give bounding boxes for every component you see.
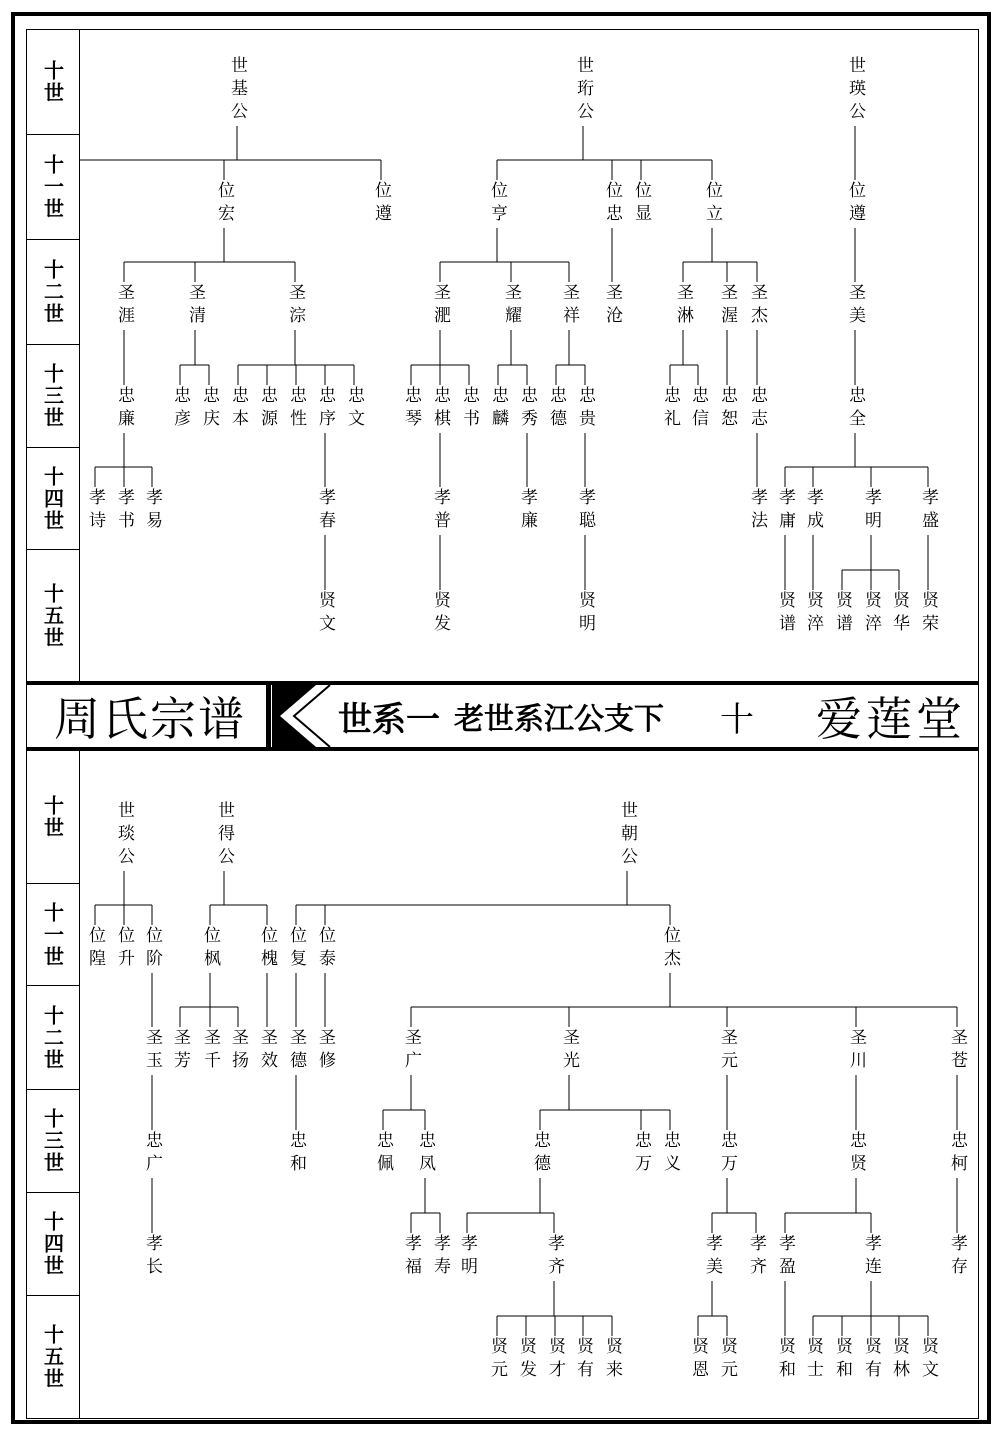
- top-tree-gen15-member: 贤谱: [832, 591, 852, 637]
- bottom-tree-gen12-member: 圣效: [257, 1028, 277, 1074]
- top-tree-gen14-member: 孝盛: [918, 488, 938, 534]
- bottom-tree-gen15-member: 贤恩: [688, 1337, 708, 1383]
- bottom-tree-gen14-member: 孝存: [947, 1234, 967, 1280]
- bottom-tree-gen13-member: 忠佩: [373, 1131, 393, 1177]
- top-tree-gen12-member: 圣涯: [114, 283, 134, 329]
- generation-label: 十世: [40, 60, 65, 104]
- top-tree-gen15-member: 贤华: [889, 591, 909, 637]
- top-tree-gen15-member: 贤文: [315, 591, 335, 637]
- bottom-tree-gen15-member: 贤和: [832, 1337, 852, 1383]
- top-tree-gen12-member: 圣淝: [430, 283, 450, 329]
- bottom-tree-gen10-member: 世琰公: [114, 801, 134, 870]
- bottom-tree-gen15-member: 贤文: [918, 1337, 938, 1383]
- top-tree-gen15-member: 贤淬: [861, 591, 881, 637]
- generation-label: 十四世: [40, 1211, 65, 1277]
- bottom-tree-gen14-member: 孝盈: [775, 1234, 795, 1280]
- top-tree-gen14-member: 孝易: [142, 488, 162, 534]
- top-tree-gen13-member: 忠序: [315, 386, 335, 432]
- top-tree-gen13-member: 忠源: [257, 386, 277, 432]
- bottom-tree-gen15-member: 贤元: [717, 1337, 737, 1383]
- top-tree-gen10-member: 世珩公: [573, 56, 593, 125]
- bottom-tree-gen11-member: 位升: [114, 926, 134, 972]
- top-tree-gen11-member: 位宏: [214, 181, 234, 227]
- top-tree-gen12-member: 圣杰: [747, 283, 767, 329]
- top-tree-gen12-member: 圣淋: [673, 283, 693, 329]
- bottom-tree-gen13-member: 忠柯: [947, 1131, 967, 1177]
- top-tree-gen14-member: 孝明: [861, 488, 881, 534]
- top-tree-gen13-member: 忠礼: [660, 386, 680, 432]
- top-tree-gen10-member: 世基公: [227, 56, 247, 125]
- top-tree-gen10-member: 世瑛公: [845, 56, 865, 125]
- chevron-icon: [272, 685, 332, 747]
- top-tree-gen13-member: 忠德: [546, 386, 566, 432]
- title-band: [26, 681, 979, 751]
- bottom-tree-gen12-member: 圣修: [315, 1028, 335, 1074]
- generation-label: 十三世: [40, 1108, 65, 1174]
- top-tree-gen14-member: 孝春: [315, 488, 335, 534]
- bottom-tree-gen13-member: 忠和: [286, 1131, 306, 1177]
- bottom-tree-gen15-member: 贤和: [775, 1337, 795, 1383]
- bottom-tree-gen15-member: 贤林: [889, 1337, 909, 1383]
- top-tree-gen13-member: 忠棋: [430, 386, 450, 432]
- bottom-tree-gen12-member: 圣广: [401, 1028, 421, 1074]
- top-tree-gen12-member: 圣耀: [501, 283, 521, 329]
- bottom-tree-gen12-member: 圣元: [717, 1028, 737, 1074]
- top-tree-gen15-member: 贤发: [430, 591, 450, 637]
- top-tree-gen14-member: 孝普: [430, 488, 450, 534]
- bottom-tree-gen15-member: 贤士: [803, 1337, 823, 1383]
- generation-label: 十四世: [40, 465, 65, 532]
- top-tree-gen13-member: 忠性: [286, 386, 306, 432]
- top-tree-gen12-member: 圣祥: [559, 283, 579, 329]
- top-tree-gen12-member: 圣淙: [285, 283, 305, 329]
- bottom-tree-gen15-member: 贤发: [516, 1337, 536, 1383]
- bottom-tree-gen11-member: 位阶: [142, 926, 162, 972]
- top-tree-gen11-member: 位立: [702, 181, 722, 227]
- page-number: 十: [720, 699, 754, 740]
- bottom-tree-gen12-member: 圣德: [286, 1028, 306, 1074]
- top-tree-gen13-member: 忠书: [459, 386, 479, 432]
- bottom-tree-gen10-member: 世得公: [214, 801, 234, 870]
- bottom-tree-gen15-member: 贤元: [487, 1337, 507, 1383]
- section-label: 世系一: [338, 699, 440, 740]
- top-tree-gen12-member: 圣沧: [602, 283, 622, 329]
- bottom-tree-gen14-member: 孝齐: [746, 1234, 766, 1280]
- bottom-tree-gen14-member: 孝明: [457, 1234, 477, 1280]
- bottom-tree-gen15-member: 贤有: [861, 1337, 881, 1383]
- bottom-tree-gen11-member: 位枫: [200, 926, 220, 972]
- top-tree-gen14-member: 孝法: [747, 488, 767, 534]
- top-tree-gen11-member: 位遵: [845, 181, 865, 227]
- bottom-tree-gen14-member: 孝福: [401, 1234, 421, 1280]
- bottom-tree-gen11-member: 位槐: [257, 926, 277, 972]
- bottom-tree-gen12-member: 圣芳: [170, 1028, 190, 1074]
- top-tree-gen13-member: 忠秀: [517, 386, 537, 432]
- top-tree-gen12-member: 圣清: [185, 283, 205, 329]
- bottom-tree-gen14-member: 孝齐: [544, 1234, 564, 1280]
- top-tree-gen14-member: 孝廉: [517, 488, 537, 534]
- bottom-tree-gen13-member: 忠德: [530, 1131, 550, 1177]
- generation-label: 十五世: [40, 1324, 65, 1390]
- top-tree-gen14-member: 孝成: [803, 488, 823, 534]
- bottom-tree-gen15-member: 贤才: [545, 1337, 565, 1383]
- top-tree-gen13-member: 忠志: [747, 386, 767, 432]
- top-tree-gen12-member: 圣美: [845, 283, 865, 329]
- generation-label: 十世: [40, 795, 65, 839]
- hall-name: 爱莲堂: [816, 692, 966, 746]
- top-tree-gen11-member: 位显: [631, 181, 651, 227]
- top-tree-gen14-member: 孝诗: [85, 488, 105, 534]
- top-tree-gen13-member: 忠全: [845, 386, 865, 432]
- bottom-tree-gen13-member: 忠贤: [846, 1131, 866, 1177]
- bottom-tree-gen11-member: 位泰: [315, 926, 335, 972]
- generation-label: 十二世: [40, 1004, 65, 1071]
- bottom-tree-gen13-member: 忠义: [660, 1131, 680, 1177]
- top-tree-gen13-member: 忠琴: [401, 386, 421, 432]
- bottom-tree-gen12-member: 圣光: [559, 1028, 579, 1074]
- generation-label: 十五世: [40, 582, 65, 649]
- top-tree-gen12-member: 圣渥: [717, 283, 737, 329]
- top-tree-gen11-member: 位忠: [602, 181, 622, 227]
- bottom-tree-gen12-member: 圣苍: [947, 1028, 967, 1074]
- generation-label: 十二世: [40, 259, 65, 325]
- generation-label: 十一世: [40, 154, 65, 220]
- bottom-tree-gen13-member: 忠广: [142, 1131, 162, 1177]
- bottom-tree-gen10-member: 世朝公: [617, 801, 637, 870]
- bottom-tree-gen14-member: 孝连: [861, 1234, 881, 1280]
- top-tree-gen13-member: 忠麟: [488, 386, 508, 432]
- top-tree-gen15-member: 贤淬: [803, 591, 823, 637]
- bottom-tree-gen11-member: 位复: [286, 926, 306, 972]
- generation-label: 十一世: [40, 901, 65, 968]
- bottom-tree-gen13-member: 忠万: [717, 1131, 737, 1177]
- top-tree-gen15-member: 贤荣: [918, 591, 938, 637]
- bottom-tree-gen12-member: 圣川: [846, 1028, 866, 1074]
- bottom-tree-gen14-member: 孝长: [142, 1234, 162, 1280]
- top-tree-gen13-member: 忠庆: [199, 386, 219, 432]
- top-tree-gen14-member: 孝书: [114, 488, 134, 534]
- bottom-tree-gen15-member: 贤来: [602, 1337, 622, 1383]
- top-tree-gen13-member: 忠彦: [170, 386, 190, 432]
- bottom-tree-gen11-member: 位杰: [660, 926, 680, 972]
- branch-label: 老世系江公支下: [454, 702, 664, 737]
- bottom-tree-gen12-member: 圣玉: [142, 1028, 162, 1074]
- top-tree-gen14-member: 孝庸: [775, 488, 795, 534]
- top-tree-gen13-member: 忠恕: [717, 386, 737, 432]
- band-divider: [266, 685, 271, 747]
- book-title: 周氏宗谱: [54, 692, 246, 746]
- top-tree-gen13-member: 忠本: [228, 386, 248, 432]
- bottom-tree-gen12-member: 圣千: [200, 1028, 220, 1074]
- top-tree-gen13-member: 忠廉: [114, 386, 134, 432]
- generation-label: 十三世: [40, 363, 65, 429]
- bottom-tree-gen12-member: 圣扬: [228, 1028, 248, 1074]
- top-tree-gen13-member: 忠信: [688, 386, 708, 432]
- top-tree-gen13-member: 忠贵: [575, 386, 595, 432]
- top-tree-gen15-member: 贤明: [575, 591, 595, 637]
- top-tree-gen14-member: 孝聪: [575, 488, 595, 534]
- top-tree-gen15-member: 贤谱: [775, 591, 795, 637]
- top-tree-gen13-member: 忠文: [344, 386, 364, 432]
- bottom-tree-gen14-member: 孝美: [702, 1234, 722, 1280]
- top-tree-gen11-member: 位亨: [487, 181, 507, 227]
- top-tree-gen11-member: 位遵: [371, 181, 391, 227]
- bottom-tree-gen13-member: 忠凤: [415, 1131, 435, 1177]
- bottom-tree-gen13-member: 忠万: [631, 1131, 651, 1177]
- bottom-tree-gen14-member: 孝寿: [430, 1234, 450, 1280]
- bottom-tree-gen11-member: 位隍: [85, 926, 105, 972]
- bottom-tree-gen15-member: 贤有: [573, 1337, 593, 1383]
